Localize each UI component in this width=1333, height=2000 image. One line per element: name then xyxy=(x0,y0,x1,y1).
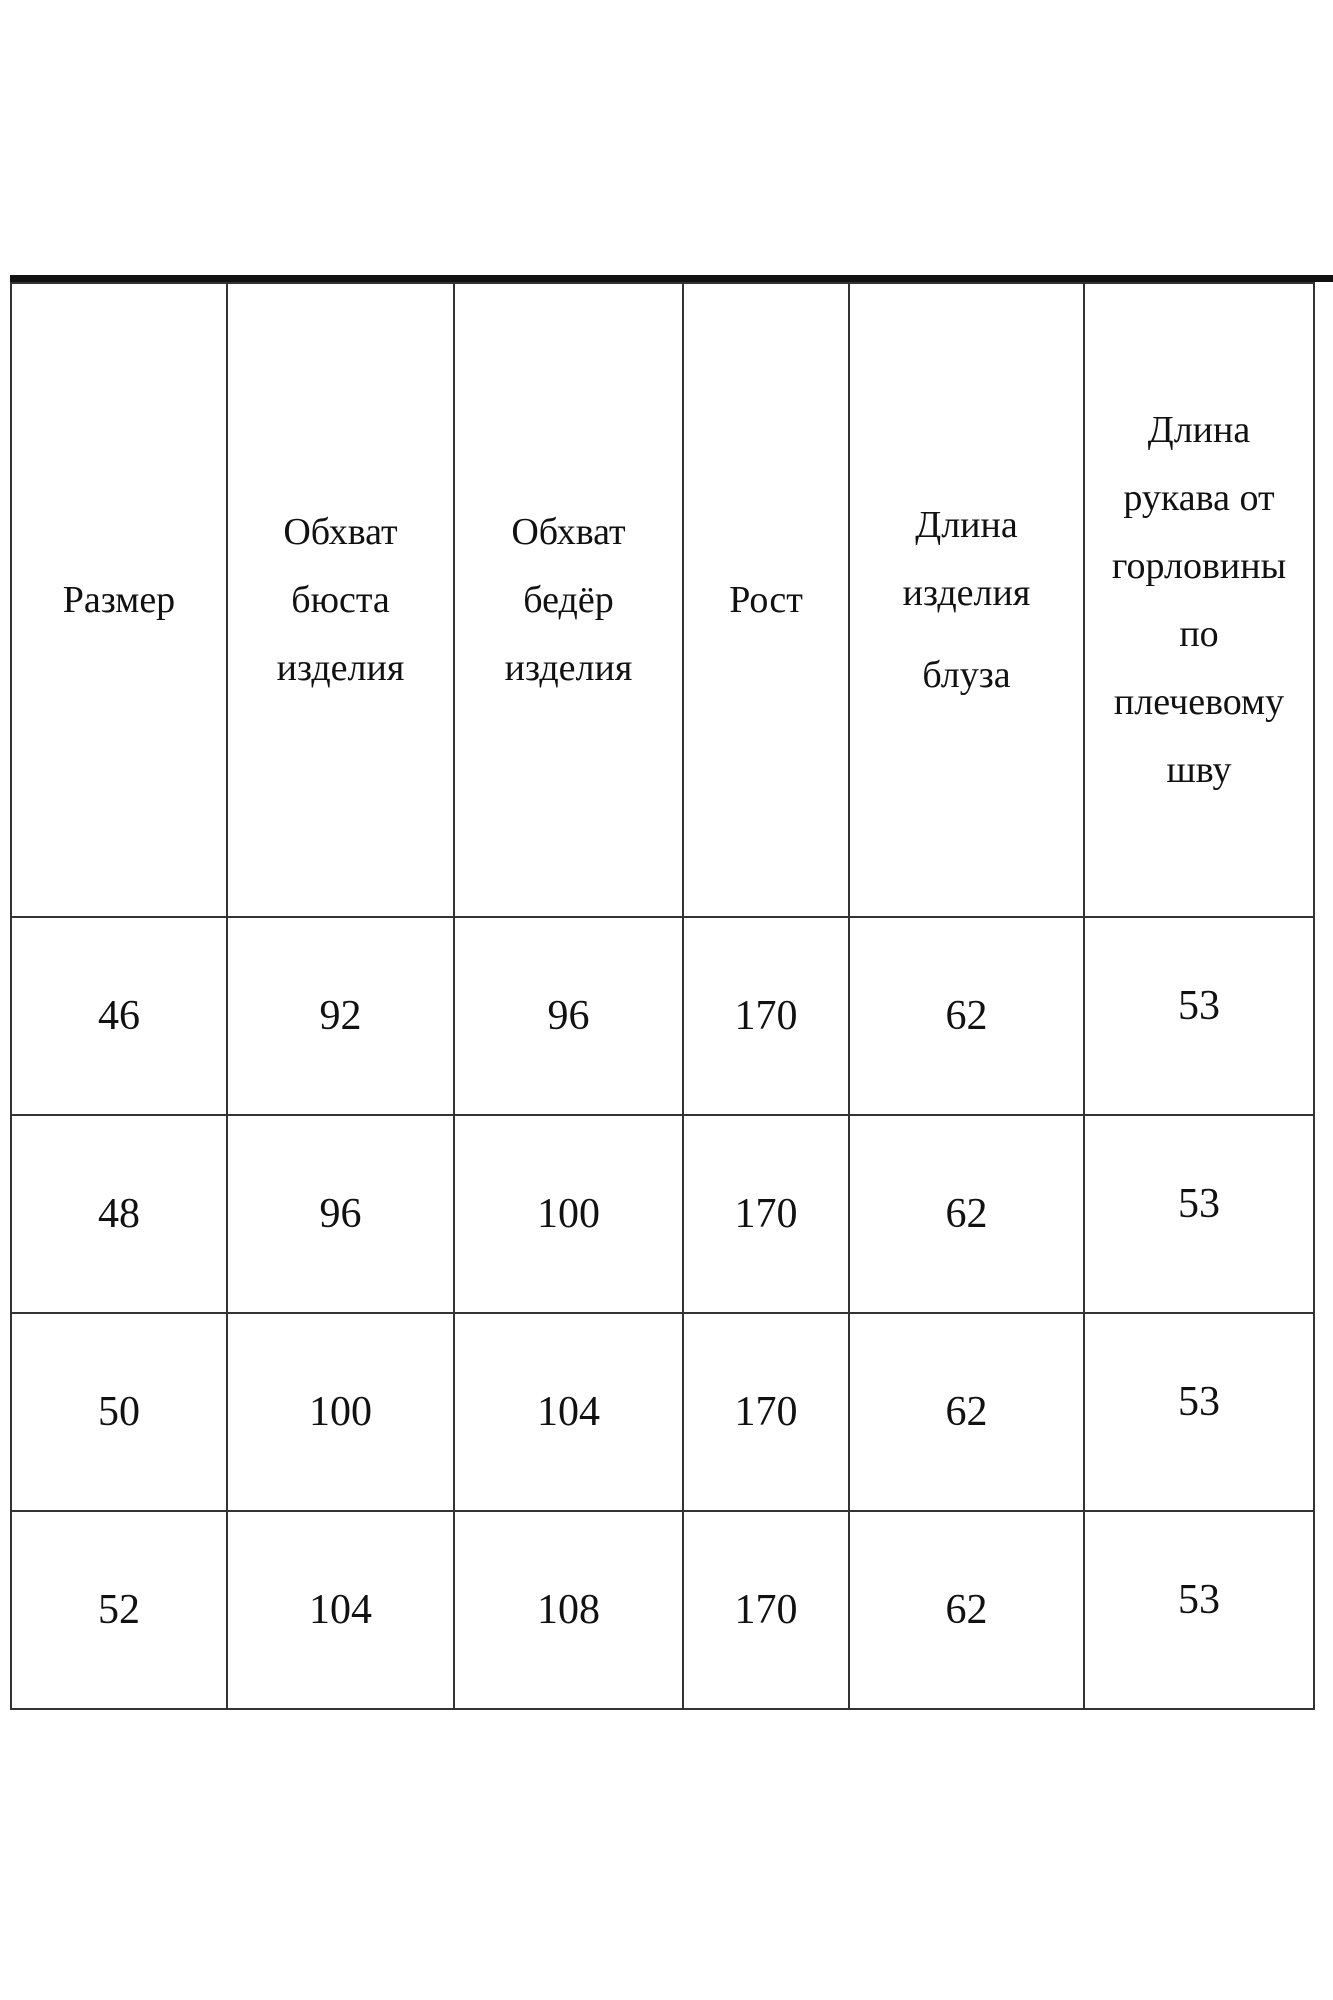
header-length-gap xyxy=(850,627,1083,641)
cell-sleeve xyxy=(1084,1511,1314,1709)
header-length-line: изделия xyxy=(902,572,1031,614)
table-row xyxy=(11,1115,1314,1313)
cell-hip: 100 xyxy=(454,1115,683,1313)
header-length xyxy=(849,283,1084,917)
cell-hip: 108 xyxy=(454,1511,683,1709)
cell-height: 170 xyxy=(683,1115,849,1313)
cell-size: 50 xyxy=(11,1313,227,1511)
cell-sleeve-value: 53 xyxy=(1178,983,1220,1029)
cell-bust: 92 xyxy=(227,917,454,1115)
cell-height: 170 xyxy=(683,1313,849,1511)
top-rule xyxy=(10,275,1333,282)
cell-length: 62 xyxy=(849,1511,1084,1709)
cell-size: 52 xyxy=(11,1511,227,1709)
header-length-line: Длина xyxy=(915,504,1018,546)
header-row xyxy=(11,283,1314,917)
header-bust-line: изделия xyxy=(276,647,405,689)
header-bust-line: бюста xyxy=(291,579,390,621)
header-sleeve xyxy=(1084,283,1314,917)
table-row xyxy=(11,1313,1314,1511)
header-hip-line: бедёр xyxy=(523,579,614,621)
cell-sleeve-value: 53 xyxy=(1178,1181,1220,1227)
cell-length: 62 xyxy=(849,917,1084,1115)
size-table xyxy=(10,282,1315,1710)
header-height-line: Рост xyxy=(729,579,803,621)
table-row xyxy=(11,1511,1314,1709)
cell-hip: 96 xyxy=(454,917,683,1115)
cell-sleeve xyxy=(1084,1313,1314,1511)
cell-sleeve-value: 53 xyxy=(1178,1379,1220,1425)
header-bust-line: Обхват xyxy=(283,511,398,553)
table-row xyxy=(11,917,1314,1115)
header-size-line: Размер xyxy=(62,579,176,621)
cell-hip: 104 xyxy=(454,1313,683,1511)
header-sleeve-line: по xyxy=(1179,613,1219,655)
header-hip-line: изделия xyxy=(504,647,633,689)
header-size xyxy=(11,283,227,917)
header-sleeve-line: шву xyxy=(1166,749,1232,791)
cell-bust: 104 xyxy=(227,1511,454,1709)
header-hip-line: Обхват xyxy=(511,511,626,553)
header-sleeve-line: плечевому xyxy=(1113,681,1285,723)
cell-size: 48 xyxy=(11,1115,227,1313)
header-bust xyxy=(227,283,454,917)
header-sleeve-line: Длина xyxy=(1147,409,1251,451)
cell-sleeve-value: 53 xyxy=(1178,1577,1220,1623)
header-length-line: блуза xyxy=(922,654,1011,696)
header-sleeve-line: рукава от xyxy=(1123,477,1275,519)
cell-height: 170 xyxy=(683,917,849,1115)
cell-length: 62 xyxy=(849,1313,1084,1511)
cell-sleeve xyxy=(1084,1115,1314,1313)
header-sleeve-line: горловины xyxy=(1111,545,1287,587)
cell-bust: 96 xyxy=(227,1115,454,1313)
cell-sleeve xyxy=(1084,917,1314,1115)
cell-size: 46 xyxy=(11,917,227,1115)
cell-height: 170 xyxy=(683,1511,849,1709)
header-hip xyxy=(454,283,683,917)
header-height xyxy=(683,283,849,917)
cell-bust: 100 xyxy=(227,1313,454,1511)
cell-length: 62 xyxy=(849,1115,1084,1313)
